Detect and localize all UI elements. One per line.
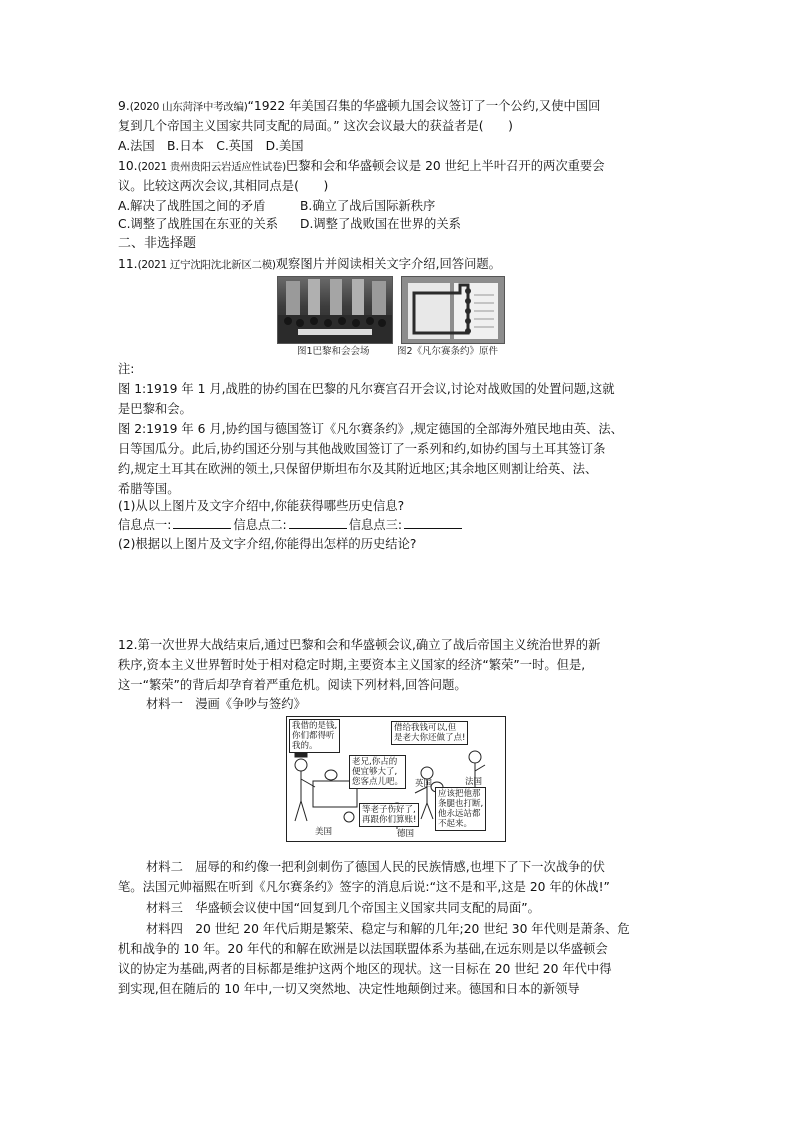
speech-bubble-america: 我借的是钱, 你们都得听 我的。	[289, 719, 340, 753]
q12-line2: 秩序,资本主义世界暂时处于相对稳定时期,主要资本主义国家的经济“繁荣”一时。但是,	[118, 658, 586, 672]
paris-conference-photo	[277, 276, 393, 344]
q11-info-points: 信息点一: 信息点二: 信息点三:	[118, 515, 464, 535]
material4-line1: 材料四 20 世纪 20 年代后期是繁荣、稳定与和解的几年;20 世纪 30 年代则是萧条、危	[146, 922, 630, 936]
answer-blank-3[interactable]	[404, 516, 462, 529]
material2-line2: 笔。法国元帅福熙在听到《凡尔赛条约》签字的消息后说:“这不是和平,这是 20 年的休战!”	[118, 880, 610, 894]
q10-option-c: C.调整了战胜国在东亚的关系	[118, 217, 279, 231]
note2-line1: 图 2:1919 年 6 月,协约国与德国签订《凡尔赛条约》,规定德国的全部海外殖民地由英、法、	[118, 422, 623, 436]
note-label: 注:	[118, 362, 135, 376]
note1-line2: 是巴黎和会。	[118, 402, 192, 416]
answer-blank-1[interactable]	[173, 516, 231, 529]
note2-line3: 约,规定土耳其在欧洲的领土,只保留伊斯坦布尔及其附近地区;其余地区则割让给英、法、	[118, 462, 598, 476]
q9-line2: 复到几个帝国主义国家共同支配的局面。” 这次会议最大的获益者是( )	[118, 119, 513, 133]
q9-source: (2020 山东菏泽中考改编)	[129, 101, 248, 113]
figure1-caption: 图1巴黎和会会场	[297, 346, 370, 357]
note2-line4: 希腊等国。	[118, 482, 180, 496]
answer-blank-2[interactable]	[289, 516, 347, 529]
treaty-document-illustration	[402, 277, 504, 343]
speech-bubble-england: 借给我钱可以,但 是老大你还做了点!	[391, 721, 468, 745]
material2-line1: 材料二 屈辱的和约像一把利剑刺伤了德国人民的民族情感,也埋下了下一次战争的伏	[146, 860, 605, 874]
q10-line1: 10.(2021 贵州贵阳云岩适应性试卷)巴黎和会和华盛顿会议是 20 世纪上半叶召开的两次重要会	[118, 159, 605, 173]
q11-source: (2021 辽宁沈阳沈北新区二模)	[137, 259, 276, 271]
cartoon-quarrel-and-sign	[286, 716, 506, 842]
label-germany: 德国	[397, 829, 415, 839]
label-usa: 美国	[315, 827, 333, 837]
q12-line3: 这一“繁荣”的背后却孕育着严重危机。阅读下列材料,回答问题。	[118, 678, 467, 692]
q12-line1: 12.第一次世界大战结束后,通过巴黎和会和华盛顿会议,确立了战后帝国主义统治世界的新	[118, 638, 601, 652]
paris-conference-illustration	[278, 277, 392, 343]
q10-option-b: B.确立了战后国际新秩序	[300, 199, 436, 213]
q10-line2: 议。比较这两次会议,其相同点是( )	[118, 179, 329, 193]
speech-bubble-germany: 等老子伤好了, 再跟你们算账!	[359, 803, 419, 827]
q10-option-a: A.解决了战胜国之间的矛盾	[118, 199, 266, 213]
q10-option-d: D.调整了战败国在世界的关系	[300, 217, 461, 231]
material4-line4: 到实现,但在随后的 10 年中,一切又突然地、决定性地颠倒过来。德国和日本的新领导	[118, 982, 580, 996]
q11-sub2: (2)根据以上图片及文字介绍,你能得出怎样的历史结论?	[118, 537, 417, 551]
speech-bubble-france: 应该把他那 条腿也打断, 他永远站都 不起来。	[435, 787, 486, 831]
material4-line2: 机和战争的 10 年。20 年代的和解在欧洲是以法国联盟体系为基础,在远东则是以华盛顿会	[118, 942, 608, 956]
material4-line3: 议的协定为基础,两者的目标都是维护这两个地区的现状。这一目标在 20 世纪 20 年代中得	[118, 962, 612, 976]
figure2-caption: 图2《凡尔赛条约》原件	[397, 346, 499, 357]
q11-stem: 11.(2021 辽宁沈阳沈北新区二模)观察图片并阅读相关文字介绍,回答问题。	[118, 257, 501, 271]
speech-bubble-advice: 老兄,你占的 便宜够大了, 您客点儿吧。	[349, 755, 406, 789]
label-uk: 英国	[415, 779, 433, 789]
q11-sub1: (1)从以上图片及文字介绍中,你能获得哪些历史信息?	[118, 499, 405, 513]
q9-line1: 9.(2020 山东菏泽中考改编)“1922 年美国召集的华盛顿九国会议签订了一个公约,又使中国回	[118, 99, 601, 113]
versailles-treaty-photo	[401, 276, 505, 344]
note1-line1: 图 1:1919 年 1 月,战胜的协约国在巴黎的凡尔赛宫召开会议,讨论对战败国的处置问题,这就	[118, 382, 615, 396]
material1-title: 材料一 漫画《争吵与签约》	[146, 697, 306, 711]
q9-options: A.法国 B.日本 C.英国 D.美国	[118, 139, 304, 153]
material3: 材料三 华盛顿会议使中国“回复到几个帝国主义国家共同支配的局面”。	[146, 901, 540, 915]
q10-source: (2021 贵州贵阳云岩适应性试卷)	[137, 161, 286, 173]
section-heading: 二、非选择题	[118, 236, 197, 251]
note2-line2: 日等国瓜分。此后,协约国还分别与其他战败国签订了一系列和约,如协约国与土耳其签订条	[118, 442, 606, 456]
label-france: 法国	[465, 777, 483, 787]
